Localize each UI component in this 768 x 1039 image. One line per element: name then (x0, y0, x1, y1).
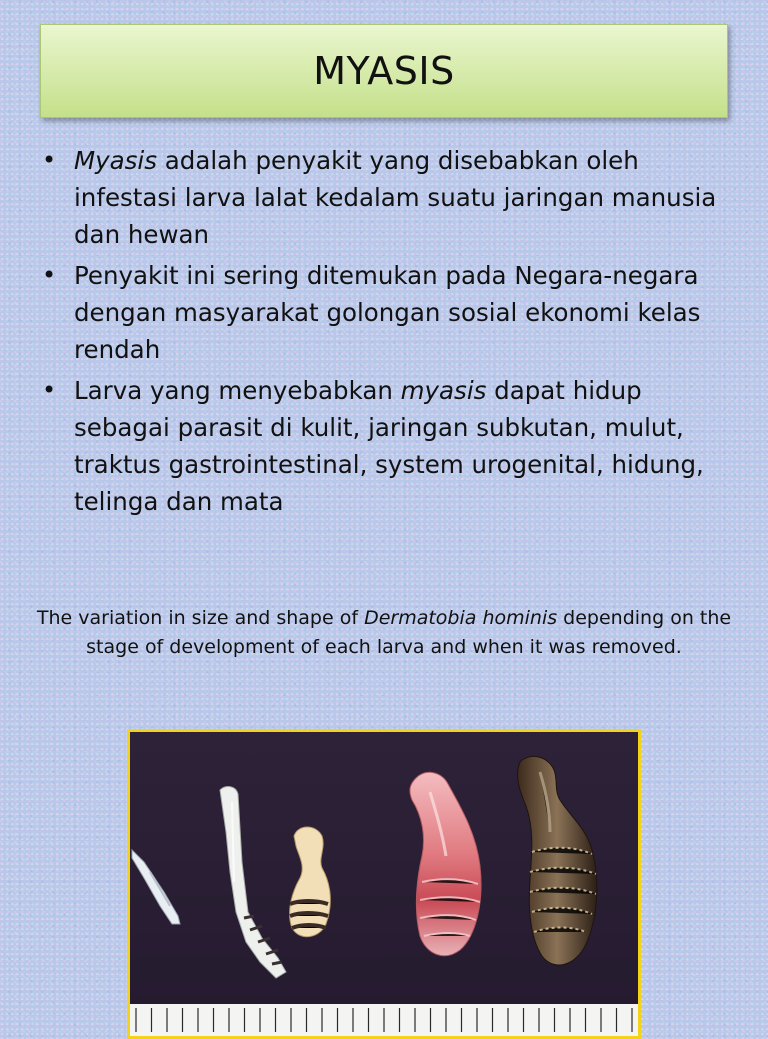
larvae-illustration (130, 732, 638, 1036)
bullet-item (42, 372, 732, 520)
bullet-item (42, 142, 732, 253)
slide-title-box (40, 24, 728, 118)
bullet-term: Myasis (74, 146, 157, 175)
caption-text: depending on the stage of development of each larva and when it was removed. (86, 607, 732, 658)
bullet-text (74, 376, 704, 516)
caption-species: Dermatobia hominis (364, 607, 558, 629)
bullet-dot-icon: • (42, 146, 57, 174)
bullet-text (74, 261, 700, 364)
bullet-sentence: Larva yang menyebabkan (74, 376, 401, 405)
bullet-list (42, 142, 732, 524)
slide-title: MYASIS (313, 49, 455, 93)
bullet-sentence: dapat hidup sebagai parasit di kulit, jaringan subkutan, mulut, traktus gastrointestinal, system urogenital, hidung, telinga dan mata (74, 376, 704, 516)
caption-text: The variation in size and shape of (36, 607, 365, 629)
bullet-term: myasis (400, 376, 487, 405)
measurement-ruler (130, 1004, 638, 1036)
bullet-text (74, 146, 716, 249)
bullet-dot-icon: • (42, 376, 57, 404)
bullet-sentence: Penyakit ini sering ditemukan pada Negara-negara dengan masyarakat golongan sosial ekonomi kelas rendah (74, 261, 701, 364)
image-caption (24, 604, 744, 662)
larvae-photo (127, 729, 641, 1039)
bullet-item (42, 257, 732, 368)
bullet-sentence: adalah penyakit yang disebabkan oleh infestasi larva lalat kedalam suatu jaringan manusia dan hewan (74, 146, 717, 249)
bullet-dot-icon: • (42, 261, 57, 289)
